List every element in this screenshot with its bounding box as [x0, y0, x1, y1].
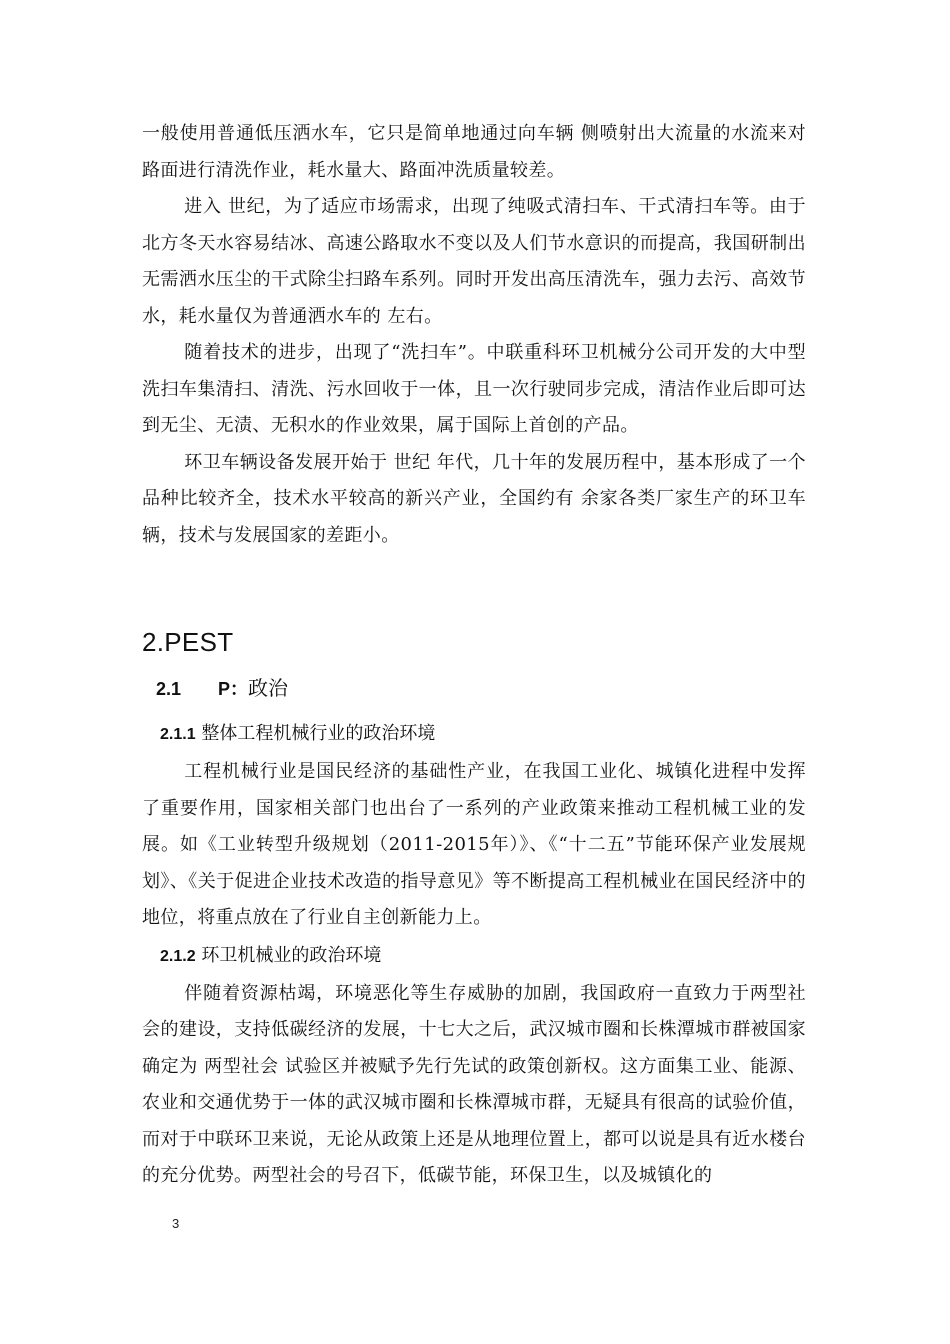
- heading-title: 整体工程机械行业的政治环境: [201, 723, 436, 744]
- body-paragraph: 随着技术的进步，出现了“洗扫车”。中联重科环卫机械分公司开发的大中型洗扫车集清扫、清洗、污水回收于一体，且一次行驶同步完成，清洁作业后即可达到无尘、无渍、无积水的作业效果，属于国际上首创的产品。: [142, 342, 806, 436]
- body-paragraph: 进入 世纪，为了适应市场需求，出现了纯吸式清扫车、干式清扫车等。由于北方冬天水容易结冰、高速公路取水不变以及人们节水意识的而提高，我国研制出无需洒水压尘的干式除尘扫路车系列。同时开发出高压清洗车，强力去污、高效节水，耗水量仅为普通洒水车的 左右。: [142, 196, 806, 327]
- page-body: [142, 116, 806, 1195]
- subsection-heading: [156, 666, 806, 711]
- page-number: 3: [172, 1216, 180, 1231]
- sub-subsection-heading: [160, 937, 806, 976]
- body-paragraph: 工程机械行业是国民经济的基础性产业，在我国工业化、城镇化进程中发挥了重要作用，国家相关部门也出台了一系列的产业政策来推动工程机械工业的发展。如《工业转型升级规划（2011-2015年）》、《“十二五”节能环保产业发展规划》、《关于促进企业技术改造的指导意见》等不断提高工程机械业在国民经济中的地位，将重点放在了行业自主创新能力上。: [142, 761, 806, 928]
- subsection-letter: P：: [218, 679, 249, 699]
- section-heading: 2.PEST: [142, 627, 234, 657]
- heading-title: 环卫机械业的政治环境: [201, 944, 382, 966]
- body-paragraph: 环卫车辆设备发展开始于 世纪 年代，几十年的发展历程中，基本形成了一个品种比较齐全，技术水平较高的新兴产业，全国约有 余家各类厂家生产的环卫车辆，技术与发展国家的差距小。: [142, 451, 806, 546]
- sub-subsection-heading: [160, 715, 806, 754]
- subsection-number: 2.1: [156, 679, 182, 699]
- body-paragraph: 伴随着资源枯竭，环境恶化等生存威胁的加剧，我国政府一直致力于两型社会的建设，支持低碳经济的发展，十七大之后，武汉城市圈和长株潭城市群被国家确定为 两型社会 试验区并被赋予先行先试的政策创新权。这方面集工业、能源、农业和交通优势于一体的武汉城市圈和长株潭城市群，无疑具有很高的试验价值，而对于中联环卫来说，无论从政策上还是从地理位置上，都可以说是具有近水楼台的充分优势。两型社会的号召下，低碳节能，环保卫生，以及城镇化的: [142, 982, 806, 1186]
- subsection-title: 政治: [248, 676, 289, 700]
- heading-number: 2.1.2: [160, 947, 196, 965]
- heading-number: 2.1.1: [160, 726, 196, 743]
- body-paragraph: 一般使用普通低压洒水车，它只是简单地通过向车辆 侧喷射出大流量的水流来对路面进行清洗作业，耗水量大、路面冲洗质量较差。: [142, 123, 806, 181]
